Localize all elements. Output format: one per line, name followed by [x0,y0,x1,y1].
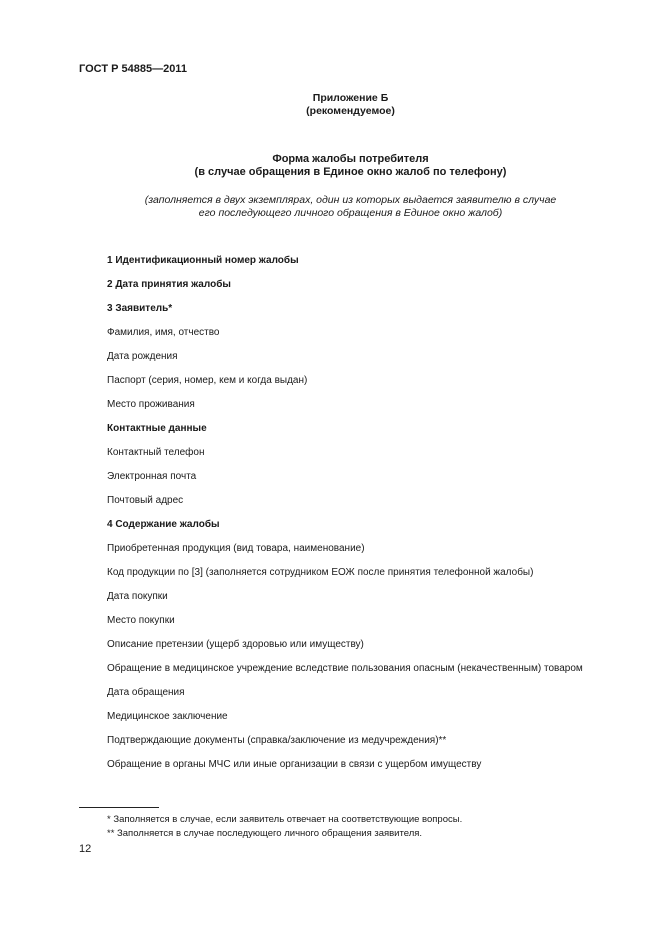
form-title [20,153,661,179]
form-note-line2: его последующего личного обращения в Единое окно жалоб) [198,207,503,219]
footnote-divider [79,807,159,808]
form-field-line: Дата обращения [107,687,185,698]
appendix-label: Приложение Б [312,92,389,104]
form-field-line: Код продукции по [3] (заполняется сотрудником ЕОЖ после принятия телефонной жалобы) [107,567,534,578]
footnote-1: * Заполняется в случае, если заявитель отвечает на соответствующие вопросы. [107,814,463,825]
form-field-line: Приобретенная продукция (вид товара, наименование) [107,543,365,554]
form-field-line: 3 Заявитель* [107,303,173,314]
form-field-line: Паспорт (серия, номер, кем и когда выдан) [107,375,308,386]
form-field-line: Медицинское заключение [107,711,228,722]
form-field-line: Место проживания [107,399,195,410]
form-field-line: Описание претензии (ущерб здоровью или имуществу) [107,639,364,650]
form-field-line: Обращение в медицинское учреждение вследствие пользования опасным (некачественным) товаром [107,663,583,674]
footnote-2: ** Заполняется в случае последующего личного обращения заявителя. [107,828,423,839]
form-field-line: Почтовый адрес [107,495,184,506]
form-field-line: Подтверждающие документы (справка/заключение из медучреждения)** [107,735,447,746]
form-field-line: Дата рождения [107,351,178,362]
form-field-line: 2 Дата принятия жалобы [107,279,231,290]
form-field-line: Дата покупки [107,591,168,602]
form-field-line: Место покупки [107,615,175,626]
form-field-line: Обращение в органы МЧС или иные организации в связи с ущербом имуществу [107,759,482,770]
form-field-line: 1 Идентификационный номер жалобы [107,255,299,266]
form-field-line: Электронная почта [107,471,197,482]
form-field-line: Фамилия, имя, отчество [107,327,220,338]
appendix-status: (рекомендуемое) [306,105,395,117]
form-title-line1: Форма жалобы потребителя [272,153,429,165]
form-field-line: Контактные данные [107,423,207,434]
form-title-line2: (в случае обращения в Единое окно жалоб по телефону) [194,166,507,178]
appendix-heading [20,92,661,118]
page-number: 12 [79,843,92,855]
form-note [20,194,661,220]
form-field-line: 4 Содержание жалобы [107,519,220,530]
document-code: ГОСТ Р 54885—2011 [79,63,187,75]
form-note-line1: (заполняется в двух экземплярах, один из которых выдается заявителю в случае [144,194,557,206]
form-field-line: Контактный телефон [107,447,205,458]
